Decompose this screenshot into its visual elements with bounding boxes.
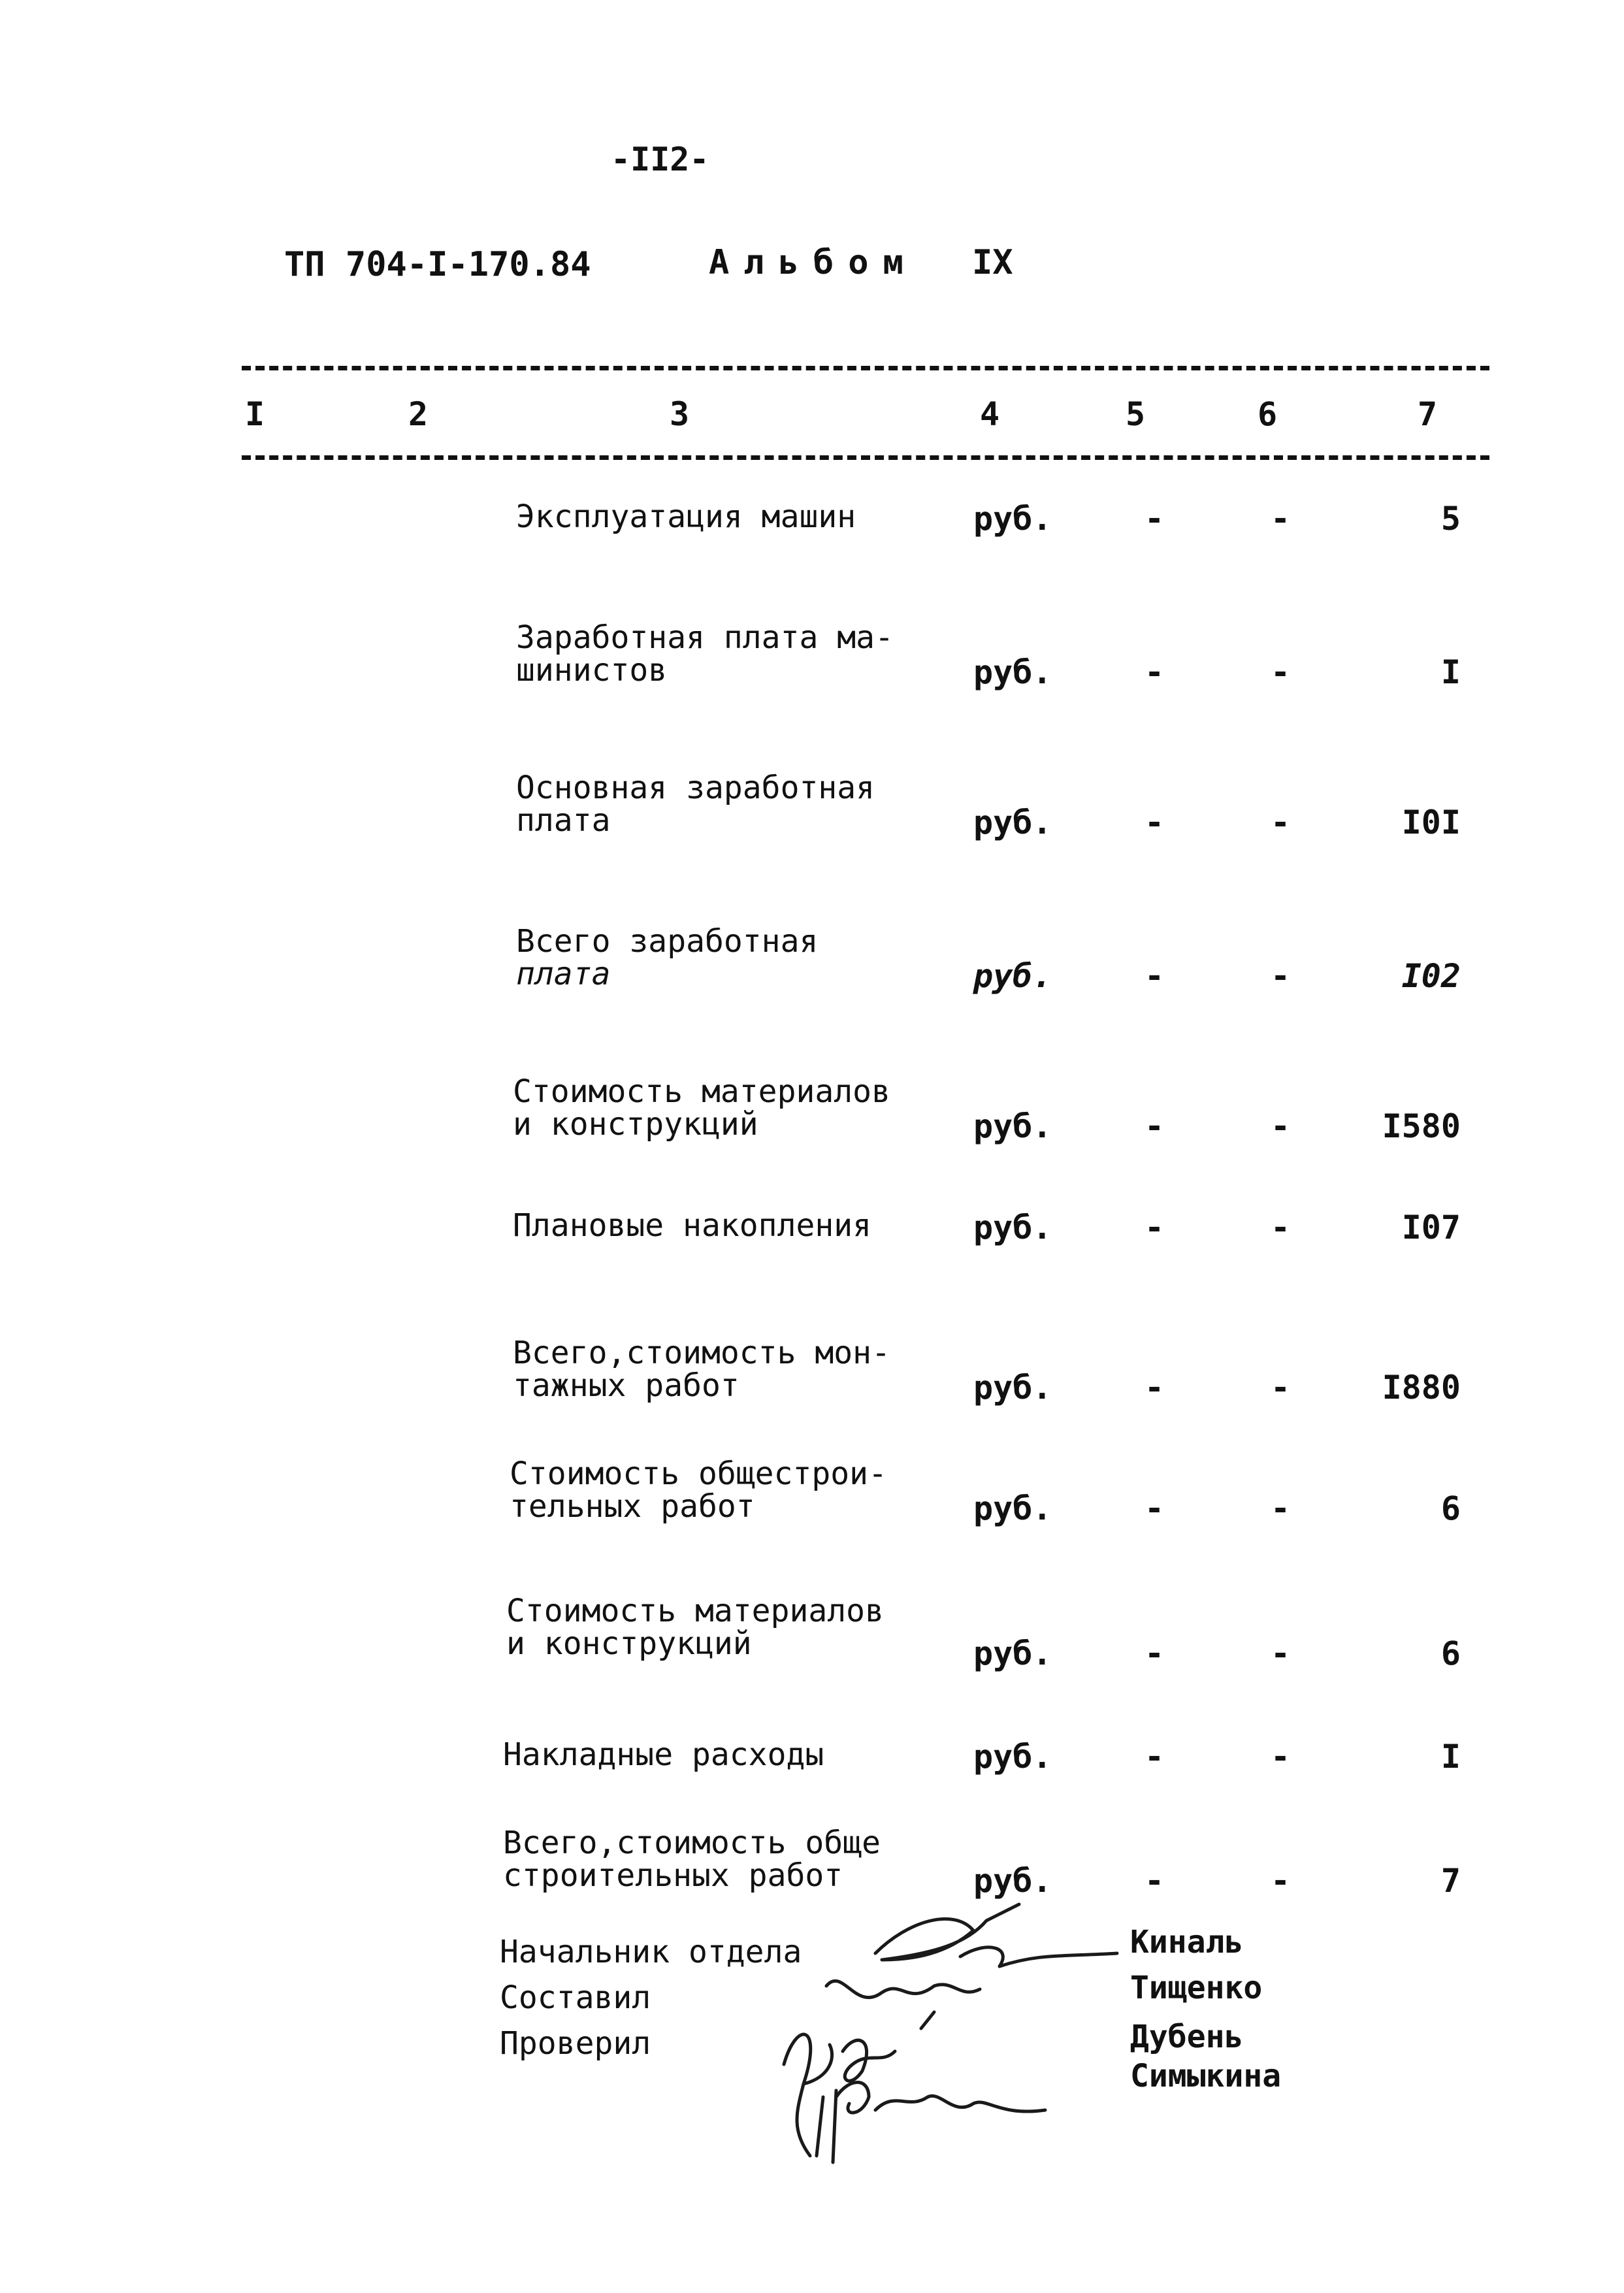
album-label: Альбом	[709, 243, 918, 282]
document-code: ТП 704-I-170.84	[284, 245, 591, 284]
row-value: I07	[1401, 1209, 1461, 1246]
row-col5: -	[1145, 653, 1165, 691]
column-header-7: 7	[1418, 395, 1438, 433]
row-col6: -	[1271, 1738, 1291, 1776]
row-value: 5	[1440, 500, 1461, 538]
row-value: I0I	[1401, 804, 1461, 841]
row-col6: -	[1271, 1489, 1291, 1527]
row-name-line: плата	[516, 956, 611, 992]
row-col6: -	[1271, 1862, 1291, 1900]
row-unit: руб.	[973, 804, 1052, 841]
row-col5: -	[1145, 500, 1165, 538]
row-col5: -	[1145, 804, 1165, 841]
row-value: I	[1440, 653, 1461, 691]
row-name-line: Всего,стоимость обще	[503, 1825, 881, 1861]
role-head-of-department: Начальник отдела	[500, 1934, 802, 1970]
row-col5: -	[1145, 1862, 1165, 1900]
row-col6: -	[1271, 804, 1291, 841]
role-compiled-by: Составил	[500, 1979, 651, 2016]
row-value: I880	[1382, 1369, 1461, 1407]
row-col6: -	[1271, 500, 1291, 538]
row-unit: руб.	[973, 1634, 1052, 1672]
row-name-line: строительных работ	[503, 1857, 843, 1894]
row-col6: -	[1271, 1107, 1291, 1145]
row-name-line: Стоимость материалов	[506, 1593, 884, 1629]
row-col6: -	[1271, 1209, 1291, 1246]
row-name-line: Эксплуатация машин	[516, 498, 856, 535]
column-header-6: 6	[1258, 395, 1278, 433]
row-name-line: плата	[516, 802, 611, 839]
row-name-line: Основная заработная	[516, 770, 875, 806]
table-top-rule	[242, 366, 1489, 370]
album-number: IX	[972, 243, 1013, 282]
row-col5: -	[1145, 1107, 1165, 1145]
person-name: Тищенко	[1130, 1970, 1263, 2006]
row-unit: руб.	[973, 1369, 1052, 1407]
row-name-line: тажных работ	[513, 1367, 739, 1404]
column-header-1: I	[245, 395, 265, 433]
row-name-line: шинистов	[516, 652, 668, 689]
row-name-line: Всего заработная	[516, 923, 819, 960]
person-name: Киналь	[1130, 1924, 1244, 1960]
row-name-line: Всего,стоимость мон-	[513, 1335, 890, 1371]
row-col6: -	[1271, 653, 1291, 691]
row-value: I02	[1401, 957, 1461, 995]
column-header-3: 3	[670, 395, 690, 433]
row-unit: руб.	[973, 1209, 1052, 1246]
row-name-line: Стоимость материалов	[513, 1073, 890, 1110]
row-value: 6	[1440, 1489, 1461, 1527]
person-name: Дубень	[1130, 2019, 1244, 2055]
row-name-line: тельных работ	[510, 1488, 755, 1525]
row-col6: -	[1271, 957, 1291, 995]
row-unit: руб.	[973, 653, 1052, 691]
column-header-4: 4	[980, 395, 1000, 433]
table-header-rule	[242, 455, 1489, 460]
row-col5: -	[1145, 1369, 1165, 1407]
row-unit: руб.	[973, 500, 1052, 538]
row-value: 6	[1440, 1634, 1461, 1672]
row-unit: руб.	[973, 1862, 1052, 1900]
row-name-line: Плановые накопления	[513, 1207, 872, 1244]
row-name-line: и конструкций	[513, 1106, 758, 1143]
handwritten-signatures	[738, 1881, 1143, 2175]
row-name-line: Заработная плата ма-	[516, 619, 894, 656]
row-col5: -	[1145, 1209, 1165, 1246]
row-unit: руб.	[973, 957, 1052, 995]
role-checked-by: Проверил	[500, 2025, 651, 2062]
row-unit: руб.	[973, 1489, 1052, 1527]
row-value: I	[1440, 1738, 1461, 1776]
person-name: Симыкина	[1130, 2058, 1282, 2094]
row-col5: -	[1145, 1489, 1165, 1527]
row-col5: -	[1145, 957, 1165, 995]
column-header-2: 2	[408, 395, 429, 433]
row-col5: -	[1145, 1738, 1165, 1776]
row-value: 7	[1440, 1862, 1461, 1900]
row-name-line: Стоимость общестрои-	[510, 1455, 887, 1492]
column-header-5: 5	[1126, 395, 1146, 433]
page-number: -II2-	[611, 140, 709, 178]
row-value: I580	[1382, 1107, 1461, 1145]
row-name-line: и конструкций	[506, 1625, 752, 1662]
row-col5: -	[1145, 1634, 1165, 1672]
row-name-line: Накладные расходы	[503, 1736, 824, 1773]
row-col6: -	[1271, 1369, 1291, 1407]
row-col6: -	[1271, 1634, 1291, 1672]
row-unit: руб.	[973, 1738, 1052, 1776]
row-unit: руб.	[973, 1107, 1052, 1145]
